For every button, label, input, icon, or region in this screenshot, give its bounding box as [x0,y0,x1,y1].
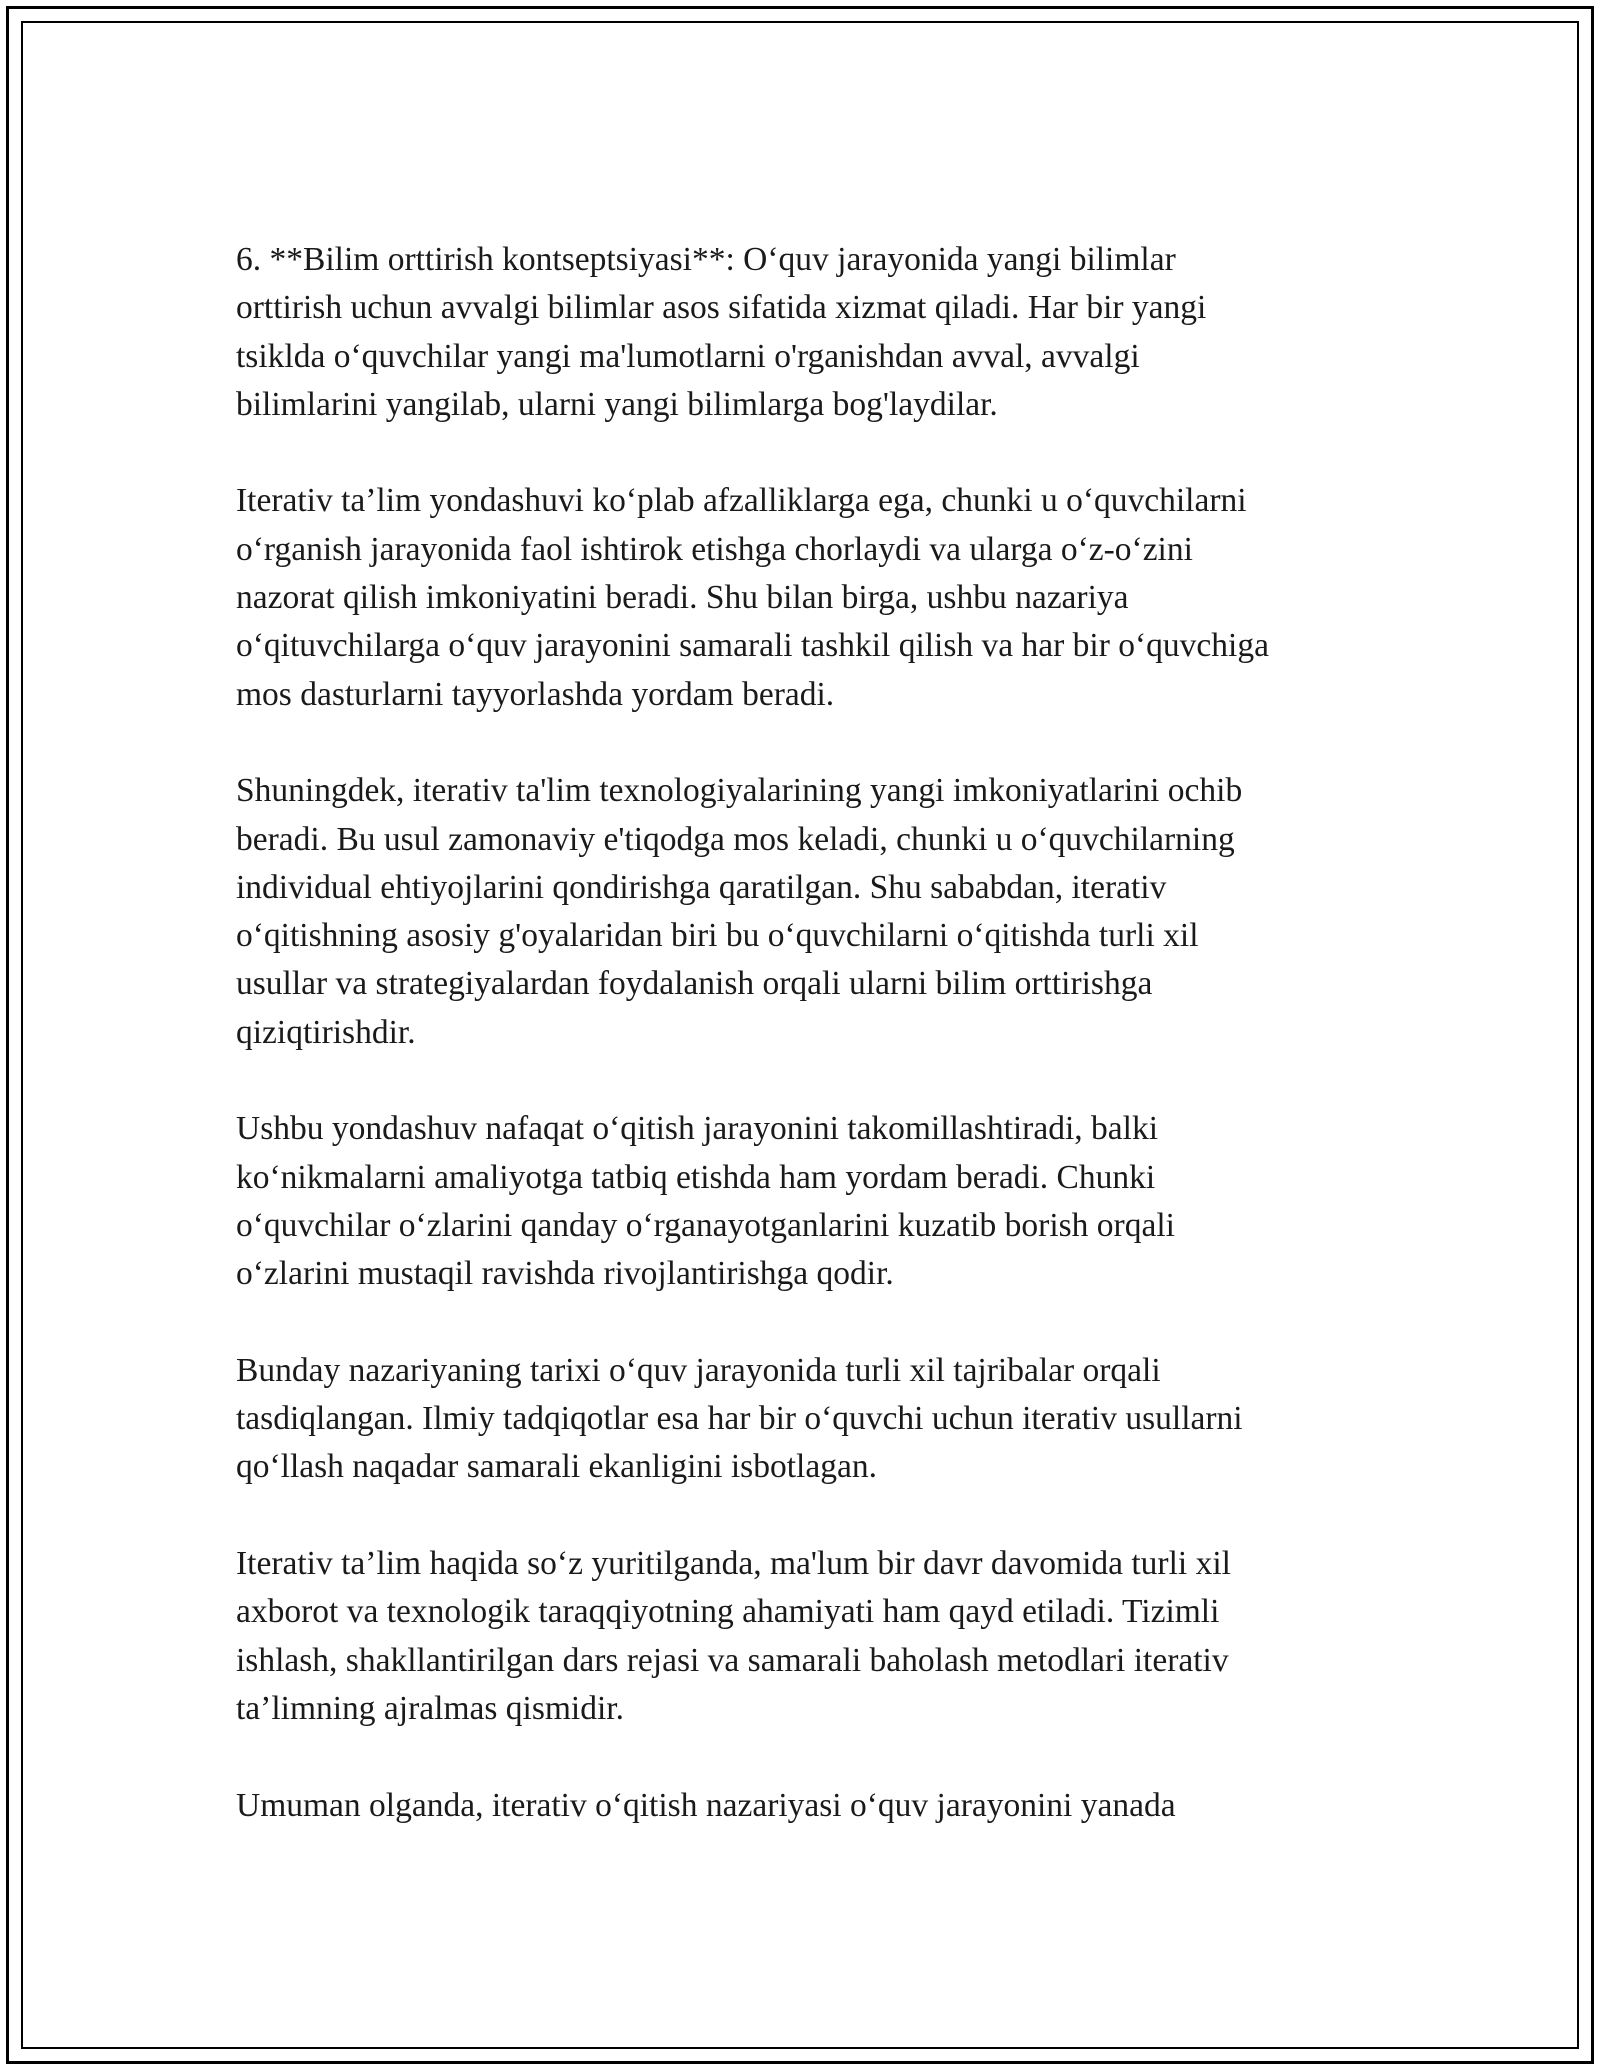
text-line: tsiklda o‘quvchilar yangi ma'lumotlarni o'rganishdan avval, avvalgi [236,337,1140,375]
text-line: 6. **Bilim orttirish kontseptsiyasi**: O‘quv jarayonida yangi bilimlar [236,241,1176,278]
text-line: Umuman olganda, iterativ o‘qitish nazariyasi o‘quv jarayonini yanada [236,1786,1176,1824]
text-line: o‘qituvchilarga o‘quv jarayonini samarali tashkil qilish va har bir o‘quvchiga [236,627,1269,665]
text-line: Bunday nazariyaning tarixi o‘quv jarayonida turli xil tajribalar orqali [236,1351,1161,1389]
paragraph-axborot [236,1540,1376,1733]
text-line: Iterativ ta’lim haqida so‘z yuritilganda, ma'lum bir davr davomida turli xil [236,1545,1231,1583]
text-line: o‘rganish jarayonida faol ishtirok etishga chorlaydi va ularga o‘z-o‘zini [236,530,1193,568]
text-line: ishlash, shakllantirilgan dars rejasi va samarali baholash metodlari iterativ [236,1641,1229,1679]
text-line: individual ehtiyojlarini qondirishga qaratilgan. Shu sababdan, iterativ [236,868,1167,906]
paragraph-texnologiyalar [236,767,1376,1057]
text-line: ko‘nikmalarni amaliyotga tatbiq etishda ham yordam beradi. Chunki [236,1158,1156,1196]
text-line: Ushbu yondashuv nafaqat o‘qitish jarayonini takomillashtiradi, balki [236,1110,1159,1148]
text-line: nazorat qilish imkoniyatini beradi. Shu bilan birga, ushbu nazariya [236,579,1129,617]
text-line: mos dasturlarni tayyorlashda yordam beradi. [236,675,835,713]
paragraph-bilim-orttirish [236,236,1376,429]
text-line: orttirish uchun avvalgi bilimlar asos sifatida xizmat qiladi. Har bir yangi [236,289,1207,327]
document-body [236,236,1376,1878]
text-line: usullar va strategiyalardan foydalanish orqali ularni bilim orttirishga [236,965,1153,1003]
text-line: beradi. Bu usul zamonaviy e'tiqodga mos keladi, chunki u o‘quvchilarning [236,820,1235,858]
paragraph-tarix [236,1347,1376,1492]
text-line: axborot va texnologik taraqqiyotning ahamiyati ham qayd etiladi. Tizimli [236,1593,1220,1631]
paragraph-afzalliklar [236,477,1376,718]
text-line: Shuningdek, iterativ ta'lim texnologiyalarining yangi imkoniyatlarini ochib [236,772,1243,810]
text-line: qiziqtirishdir. [236,1013,416,1051]
text-line: tasdiqlangan. Ilmiy tadqiqotlar esa har bir o‘quvchi uchun iterativ usullarni [236,1400,1243,1438]
paragraph-umuman [236,1782,1376,1830]
paragraph-yondashuv [236,1105,1376,1298]
text-line: o‘zlarini mustaqil ravishda rivojlantirishga qodir. [236,1255,894,1293]
text-line: o‘quvchilar o‘zlarini qanday o‘rganayotganlarini kuzatib borish orqali [236,1206,1175,1244]
text-line: o‘qitishning asosiy g'oyalaridan biri bu o‘quvchilarni o‘qitishda turli xil [236,917,1199,955]
text-line: bilimlarini yangilab, ularni yangi bilimlarga bog'laydilar. [236,385,998,423]
text-line: ta’limning ajralmas qismidir. [236,1689,624,1727]
text-line: Iterativ ta’lim yondashuvi ko‘plab afzalliklarga ega, chunki u o‘quvchilarni [236,482,1247,520]
text-line: qo‘llash naqadar samarali ekanligini isbotlagan. [236,1448,877,1486]
